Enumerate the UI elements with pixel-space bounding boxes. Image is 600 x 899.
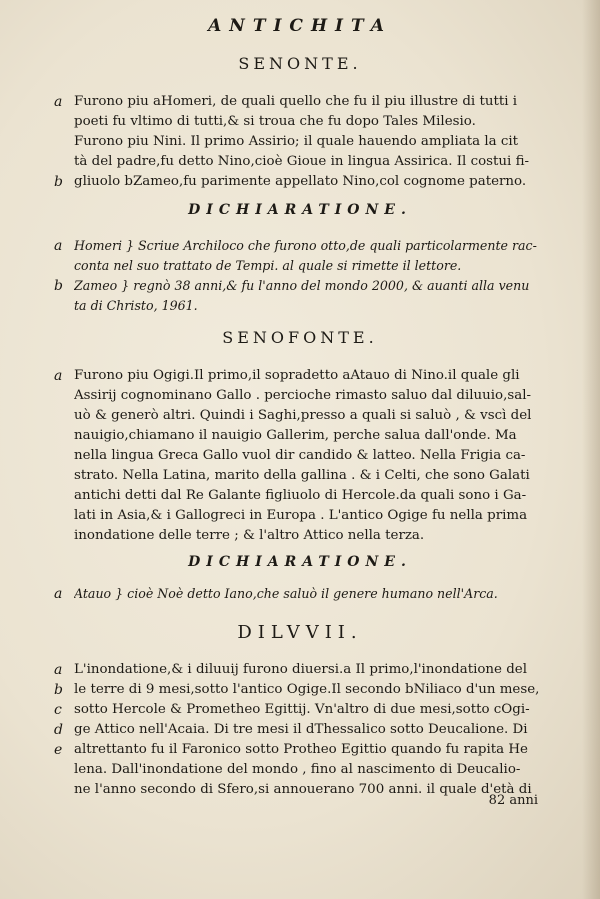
section-diluvii-text: [54, 660, 564, 800]
text-line: inondatione delle terre ; & l'altro Attico nella terza.: [74, 528, 425, 543]
page-edge-shadow: [582, 0, 600, 899]
text-line: b le terre di 9 mesi,sotto l'antico Ogige.Il secondo bNiliaco d'un mese,: [54, 682, 540, 698]
note-line: a Homeri } Scriue Archiloco che furono otto,de quali particolarmente rac-: [54, 238, 537, 254]
text-line: uò & generò altri. Quindi i Saghi,presso a quali si saluò , & vscì del: [74, 408, 532, 423]
text-line: antichi detti dal Re Galante figliuolo di Hercole.da quali sono i Ga-: [74, 488, 527, 503]
section-title-diluvii: DILVVII.: [237, 622, 363, 643]
text-line: b gliuolo bZameo,fu parimente appellato Nino,col cognome paterno.: [54, 174, 527, 190]
dichiaratione-title: DICHIARATIONE.: [188, 202, 412, 218]
text-line: d ge Attico nell'Acaia. Di tre mesi il dThessalico sotto Deucalione. Di: [54, 722, 528, 738]
note-line: conta nel suo trattato de Tempi. al quale si rimette il lettore.: [74, 258, 462, 273]
catchword: 82 anni: [488, 793, 538, 808]
section-senofonte-text: [54, 366, 564, 546]
dichiaratione-notes: [54, 236, 564, 316]
text-line: a L'inondatione,& i diluuij furono diuersi.a Il primo,l'inondatione del: [54, 662, 528, 678]
text-line: ne l'anno secondo di Sfero,si annouerano 700 anni. il quale d'età di: [74, 782, 532, 797]
text-line: poeti fu vltimo di tutti,& si troua che fu dopo Tales Milesio.: [74, 114, 476, 129]
text-line: c sotto Hercole & Prometheo Egittij. Vn'altro di due mesi,sotto cOgi-: [54, 702, 530, 718]
text-line: a Furono piu Ogigi.Il primo,il sopradetto aAtauo di Nino.il quale gli: [54, 368, 520, 384]
dichiaratione-title: DICHIARATIONE.: [188, 554, 412, 570]
text-line: lati in Asia,& i Gallogreci in Europa . L'antico Ogige fu nella prima: [74, 508, 528, 523]
text-line: Assirij cognominano Gallo . percioche rimasto saluo dal diluuio,sal-: [74, 388, 532, 403]
section-title-senonte: SENONTE.: [238, 54, 362, 73]
text-line: lena. Dall'inondatione del mondo , fino al nascimento di Deucalio-: [74, 762, 521, 777]
note-line: b Zameo } regnò 38 anni,& fu l'anno del mondo 2000, & auanti alla venu: [54, 278, 530, 294]
section-senonte-text: [54, 92, 564, 192]
section-title-senofonte: SENOFONTE.: [222, 328, 378, 347]
text-line: tà del padre,fu detto Nino,cioè Gioue in lingua Assirica. Il costui fi-: [74, 154, 530, 169]
dichiaratione-notes: [54, 584, 564, 604]
text-line: nauigio,chiamano il nauigio Gallerim, perche salua dall'onde. Ma: [74, 428, 517, 443]
text-line: strato. Nella Latina, marito della gallina . & i Celti, che sono Galati: [74, 468, 530, 483]
running-header: ANTICHITA: [208, 16, 392, 36]
text-line: a Furono piu aHomeri, de quali quello che fu il piu illustre di tutti i: [54, 94, 518, 110]
note-line: a Atauo } cioè Noè detto Iano,che saluò il genere humano nell'Arca.: [54, 586, 498, 602]
text-line: e altrettanto fu il Faronico sotto Protheo Egittio quando fu rapita He: [54, 742, 528, 758]
text-line: Furono piu Nini. Il primo Assirio; il quale hauendo ampliata la cit: [74, 134, 519, 149]
note-line: ta di Christo, 1961.: [74, 298, 198, 313]
text-line: nella lingua Greca Gallo vuol dir candido & latteo. Nella Frigia ca-: [74, 448, 526, 463]
